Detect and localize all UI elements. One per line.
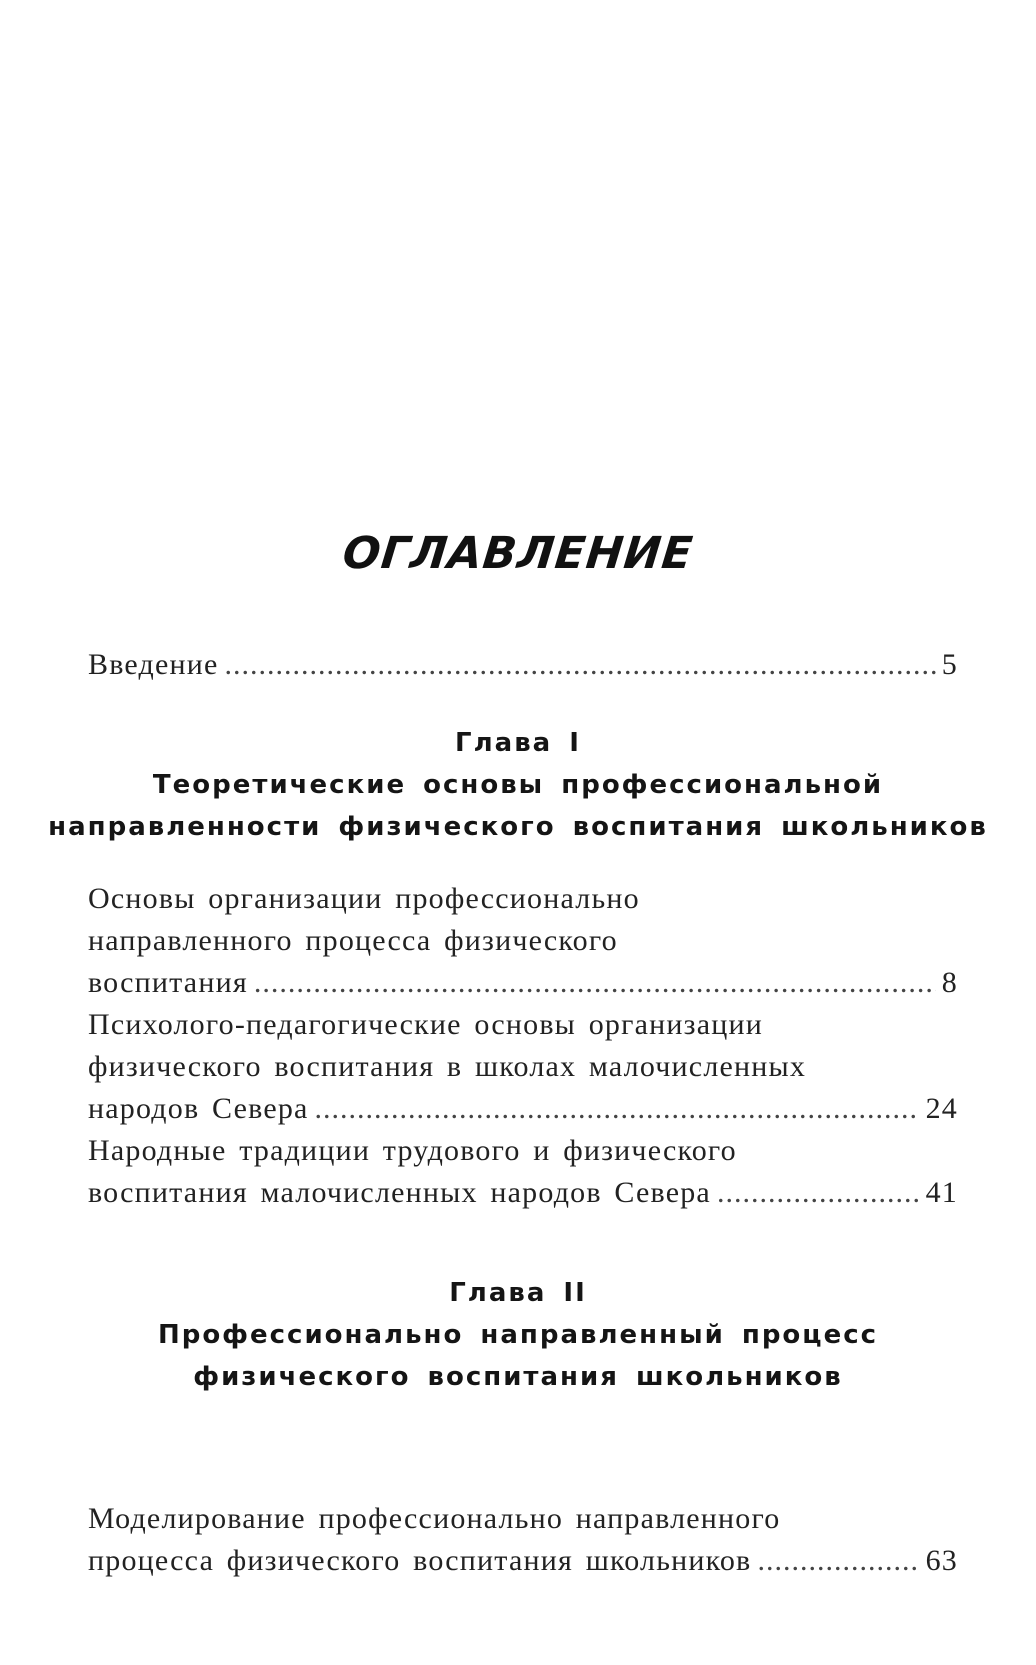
toc-entry-title-line-2: процесса физического воспитания школьников bbox=[88, 1544, 752, 1577]
toc-entry-title-line-2: физического воспитания в школах малочисленных bbox=[88, 1050, 807, 1083]
toc-entry-line bbox=[88, 962, 958, 1004]
toc-entry-title-line-3: народов Севера bbox=[88, 1092, 309, 1125]
toc-heading: ОГЛАВЛЕНИЕ bbox=[340, 528, 696, 579]
chapter-2-title-line-2: физического воспитания школьников bbox=[193, 1362, 843, 1392]
dot-leader bbox=[225, 644, 936, 686]
dot-leader bbox=[315, 1088, 920, 1130]
toc-entry-line bbox=[88, 1540, 958, 1582]
dot-leader bbox=[254, 962, 936, 1004]
toc-entry-intro bbox=[88, 644, 958, 686]
chapter-2-label: Глава II bbox=[449, 1278, 587, 1308]
toc-entry-1-2 bbox=[88, 1004, 958, 1130]
dot-leader bbox=[757, 1540, 919, 1582]
dot-leader bbox=[717, 1172, 920, 1214]
chapter-1-label: Глава I bbox=[455, 728, 581, 758]
toc-entry-line bbox=[88, 644, 958, 686]
toc-entry-line bbox=[88, 1088, 958, 1130]
toc-entry-page: 8 bbox=[941, 966, 958, 999]
toc-entry-title-line-1: Основы организации профессионально bbox=[88, 882, 640, 915]
toc-entry-title-line-1: Моделирование профессионально направленного bbox=[88, 1502, 781, 1535]
toc-entry-line bbox=[88, 1172, 958, 1214]
toc-entry-page: 41 bbox=[925, 1176, 958, 1209]
chapter-1-title-line-1: Теоретические основы профессиональной bbox=[152, 770, 884, 800]
toc-entry-title-line-2: направленного процесса физического bbox=[88, 924, 618, 957]
chapter-1-heading bbox=[0, 722, 1036, 848]
toc-entry-page: 5 bbox=[941, 648, 958, 681]
toc-entry-title-line-1: Народные традиции трудового и физического bbox=[88, 1134, 737, 1167]
toc-entry-title-line-3: воспитания bbox=[88, 966, 248, 999]
toc-entry-2-1 bbox=[88, 1498, 958, 1582]
toc-entry-1-1 bbox=[88, 878, 958, 1004]
toc-entry-title-line-1: Психолого-педагогические основы организации bbox=[88, 1008, 763, 1041]
toc-entry-page: 24 bbox=[925, 1092, 958, 1125]
toc-entry-page: 63 bbox=[925, 1544, 958, 1577]
chapter-2-title-line-1: Профессионально направленный процесс bbox=[157, 1320, 879, 1350]
toc-entry-1-3 bbox=[88, 1130, 958, 1214]
toc-entry-title: Введение bbox=[88, 648, 219, 681]
chapter-2-heading bbox=[0, 1272, 1036, 1398]
toc-entry-title-line-2: воспитания малочисленных народов Севера bbox=[88, 1176, 711, 1209]
chapter-1-title-line-2: направленности физического воспитания школьников bbox=[48, 812, 988, 842]
